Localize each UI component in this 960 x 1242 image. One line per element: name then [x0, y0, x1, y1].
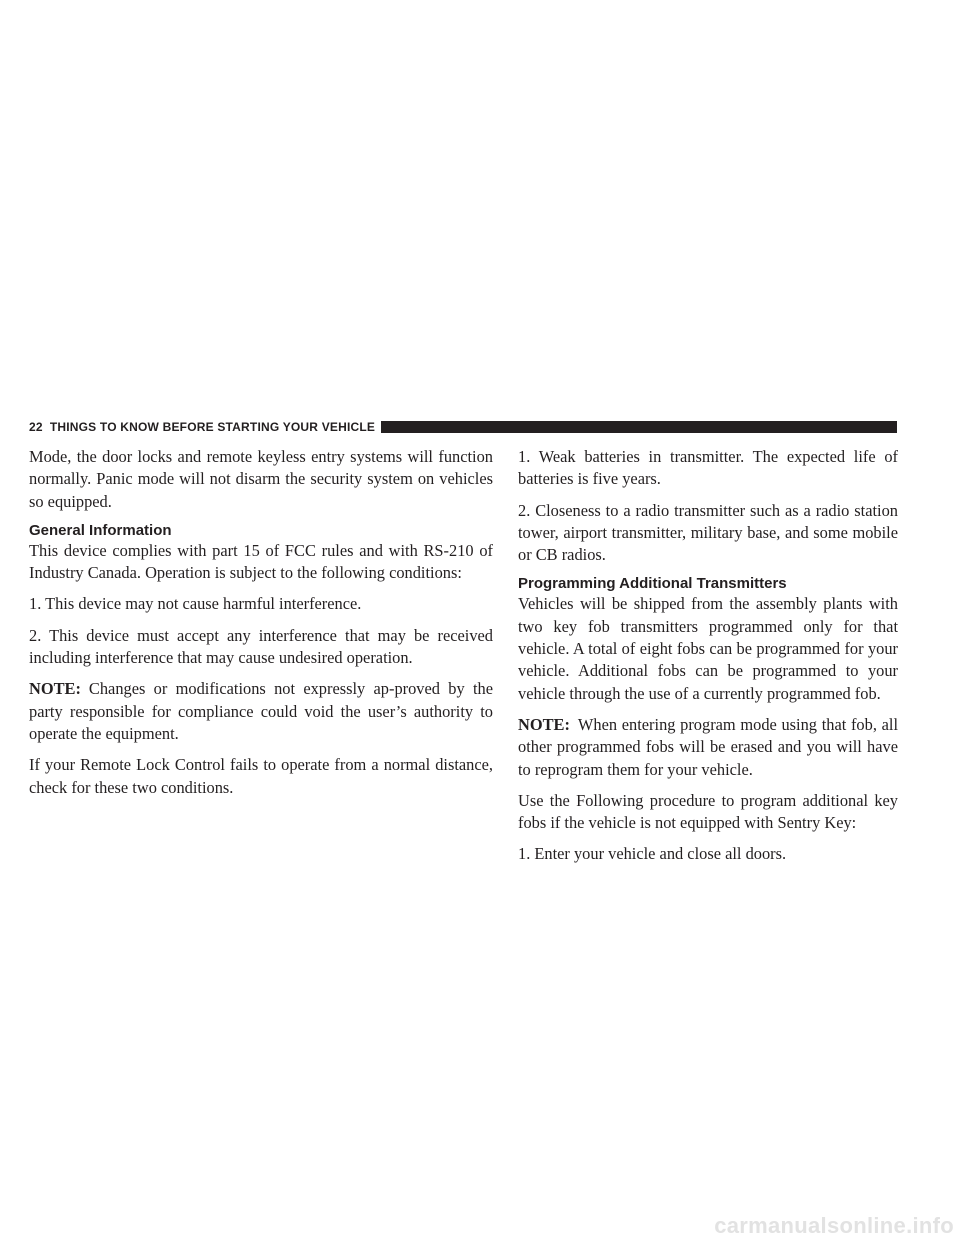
- page-header: [29, 417, 897, 437]
- fcc-paragraph: This device complies with part 15 of FCC rules and with RS-210 of Industry Canada. Operation is subject to the following conditions:: [29, 540, 493, 583]
- condition-1: 1. This device may not cause harmful interference.: [29, 594, 362, 614]
- intro-paragraph: Mode, the door locks and remote keyless entry systems will function normally. Panic mode will not disarm the security system on vehicles so equipped.: [29, 447, 493, 511]
- programming-paragraph: Vehicles will be shipped from the assembly plants with two key fob transmitters programmed only for that vehicle. A total of eight fobs can be programmed for your vehicle. Additional fobs can be programmed to your vehicle through the use of a currently programmed fob.: [518, 594, 898, 703]
- page-number: 22: [29, 420, 43, 434]
- note-label: NOTE:: [29, 679, 81, 699]
- note-text-right: When entering program mode using that fob, all other programmed fobs will be erased and you will have to reprogram them for your vehicle.: [518, 714, 898, 779]
- header-rule: [381, 421, 897, 433]
- section-title: THINGS TO KNOW BEFORE STARTING YOUR VEHICLE: [49, 420, 376, 434]
- closeness-paragraph: 2. Closeness to a radio transmitter such as a radio station tower, airport transmitter, military base, and some mobile or CB radios.: [518, 500, 898, 565]
- remote-lock-paragraph: If your Remote Lock Control fails to operate from a normal distance, check for these two conditions.: [29, 755, 493, 797]
- note-paragraph-right: [518, 714, 898, 781]
- condition-2: 2. This device must accept any interference that may be received including interference that may cause undesired operation.: [29, 625, 493, 668]
- left-column: [29, 446, 493, 808]
- step-1-paragraph: 1. Enter your vehicle and close all doors.: [518, 844, 787, 864]
- note-label-right: NOTE:: [518, 714, 570, 734]
- general-information-heading: General Information: [29, 521, 172, 539]
- programming-heading: Programming Additional Transmitters: [518, 575, 787, 593]
- watermark: carmanualsonline.info: [714, 1213, 954, 1238]
- page-header-text: [29, 420, 375, 434]
- weak-batteries-paragraph: 1. Weak batteries in transmitter. The expected life of batteries is five years.: [518, 447, 898, 489]
- procedure-paragraph: Use the Following procedure to program additional key fobs if the vehicle is not equipped with Sentry Key:: [518, 790, 898, 833]
- right-column: [518, 446, 898, 875]
- note-paragraph: [29, 678, 493, 745]
- note-text: Changes or modifications not expressly ap-proved by the party responsible for compliance could void the user’s authority to operate the equipment.: [29, 679, 493, 743]
